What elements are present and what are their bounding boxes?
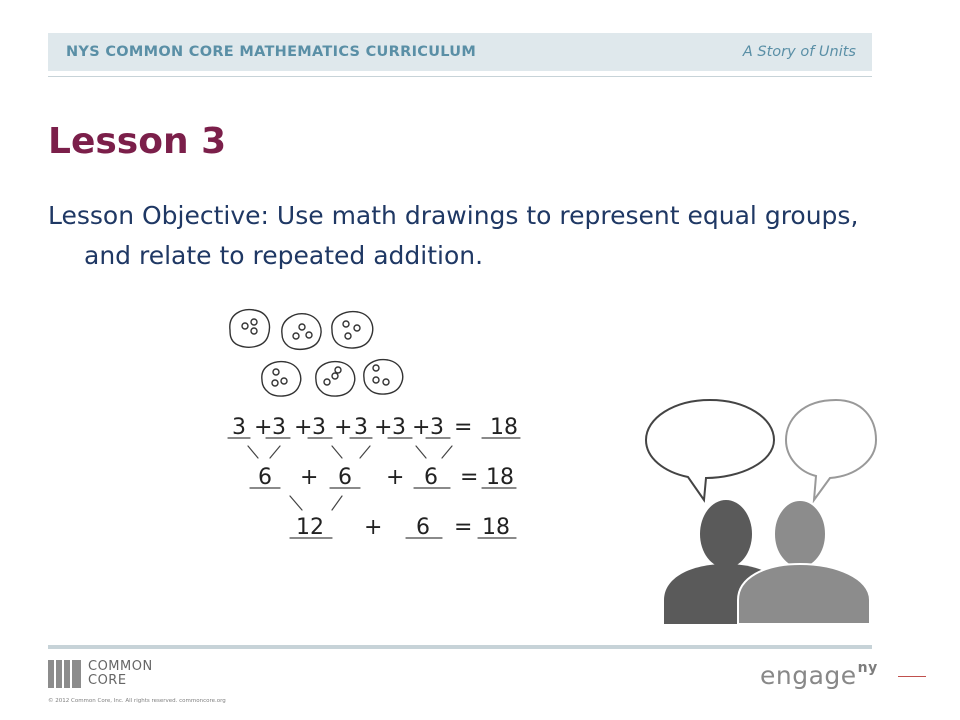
handwritten-symbol: +: [386, 465, 405, 490]
common-core-logo-icon: [48, 660, 82, 688]
speech-bubble-icon: [786, 400, 876, 500]
accent-line: [898, 676, 926, 677]
handwritten-symbol: +: [254, 415, 273, 440]
group-circle: [282, 314, 321, 350]
group-circle: [316, 362, 355, 396]
handwritten-symbol: +: [300, 465, 319, 490]
handwritten-number: 18: [490, 415, 518, 440]
engageny-logo: [760, 660, 878, 690]
math-drawing: [220, 300, 540, 550]
speech-bubble-icon: [646, 400, 774, 500]
handwritten-number: 6: [258, 465, 272, 490]
handwritten-number: 3: [392, 415, 406, 440]
footer-divider: [48, 645, 872, 649]
copyright-notice: © 2012 Common Core, Inc. All rights reserved. commoncore.org: [48, 698, 226, 704]
handwritten-symbol: =: [460, 465, 479, 490]
header-divider: [48, 76, 872, 77]
handwritten-number: 6: [338, 465, 352, 490]
logo-line-2: CORE: [88, 673, 127, 688]
handwritten-number: 3: [430, 415, 444, 440]
brand-name: engage: [760, 661, 857, 690]
handwritten-number: 18: [486, 465, 514, 490]
handwritten-number: 3: [354, 415, 368, 440]
handwritten-number: 18: [482, 515, 510, 540]
handwritten-symbol: +: [412, 415, 431, 440]
handwritten-number: 6: [416, 515, 430, 540]
curriculum-title: NYS COMMON CORE MATHEMATICS CURRICULUM: [66, 44, 477, 60]
logo-line-1: COMMON: [88, 659, 153, 674]
lesson-title: Lesson 3: [48, 121, 227, 162]
person-icon: [738, 500, 870, 624]
handwritten-symbol: +: [374, 415, 393, 440]
handwritten-number: 3: [272, 415, 286, 440]
discussion-people-icon: [640, 396, 880, 626]
handwritten-number: 12: [296, 515, 324, 540]
handwritten-symbol: =: [454, 515, 473, 540]
group-circle: [364, 360, 403, 394]
handwritten-symbol: +: [294, 415, 313, 440]
handwritten-number: 3: [312, 415, 326, 440]
series-title: A Story of Units: [742, 44, 856, 60]
group-circle: [262, 362, 301, 396]
handwritten-symbol: +: [364, 515, 383, 540]
lesson-objective: Lesson Objective: Use math drawings to represent equal groups, and relate to repeated addition.: [48, 201, 859, 270]
group-circle: [332, 312, 373, 348]
handwritten-number: 3: [232, 415, 246, 440]
header-bar: [48, 33, 872, 71]
handwritten-symbol: +: [334, 415, 353, 440]
brand-superscript: ny: [857, 660, 878, 676]
group-circle: [230, 310, 270, 348]
handwritten-number: 6: [424, 465, 438, 490]
handwritten-symbol: =: [454, 415, 473, 440]
